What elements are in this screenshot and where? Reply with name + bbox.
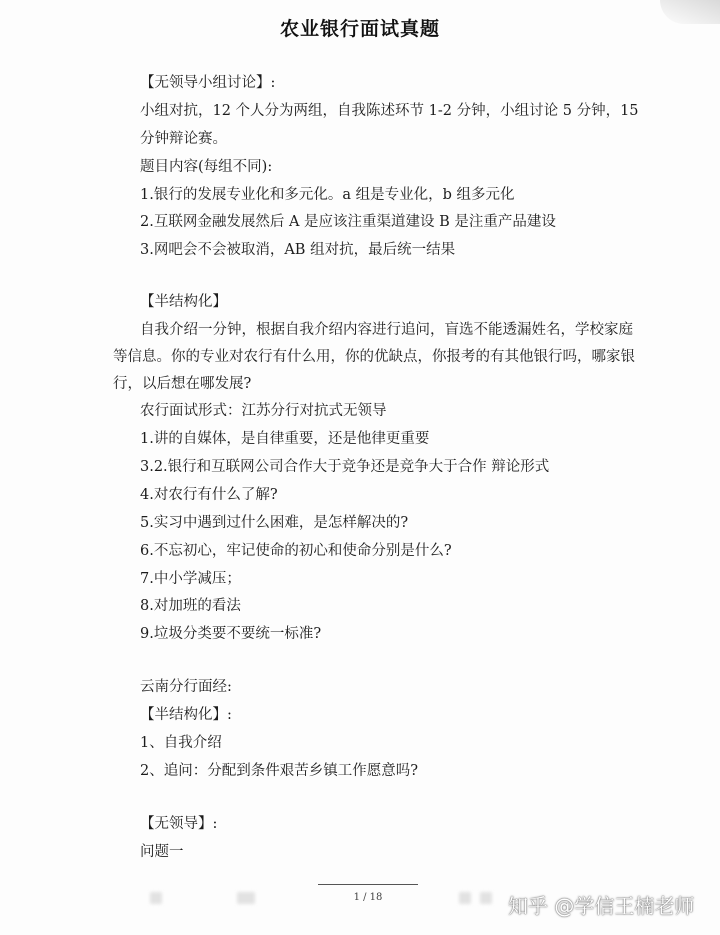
list-item: 7.中小学减压； bbox=[140, 571, 241, 587]
paragraph-line: 农行面试形式：江苏分行对抗式无领导 bbox=[140, 403, 387, 419]
paragraph-line: 小组对抗，12 个人分为两组，自我陈述环节 1-2 分钟，小组讨论 5 分钟，15 bbox=[140, 103, 639, 119]
list-item: 1.讲的自媒体，是自律重要，还是他律更重要 bbox=[140, 431, 430, 447]
footer-rule bbox=[318, 884, 418, 885]
list-item: 8.对加班的看法 bbox=[140, 598, 241, 614]
section-heading-leaderless: 【无领导小组讨论】: bbox=[140, 75, 276, 91]
blurred-mark bbox=[480, 892, 492, 904]
section-heading-leaderless: 【无领导】: bbox=[140, 816, 218, 832]
list-item: 2、追问：分配到条件艰苦乡镇工作愿意吗? bbox=[140, 763, 418, 779]
paragraph-line: 自我介绍一分钟，根据自我介绍内容进行追问，盲选不能透漏姓名，学校家庭 bbox=[140, 322, 633, 338]
list-item: 3.网吧会不会被取消，AB 组对抗，最后统一结果 bbox=[140, 242, 456, 258]
paragraph-line: 问题一 bbox=[140, 844, 184, 860]
paragraph-line: 行，以后想在哪发展? bbox=[113, 376, 252, 392]
paragraph-line: 分钟辩论赛。 bbox=[140, 131, 227, 147]
list-item: 2.互联网金融发展然后 A 是应该注重渠道建设 B 是注重产品建设 bbox=[140, 214, 556, 230]
watermark: 知乎 @学信王楠老师 bbox=[508, 894, 695, 918]
list-item: 1.银行的发展专业化和多元化。a 组是专业化，b 组多元化 bbox=[140, 187, 515, 203]
section-heading-yunnan: 云南分行面经: bbox=[140, 679, 232, 695]
list-item: 6.不忘初心，牢记使命的初心和使命分别是什么? bbox=[140, 543, 452, 559]
blurred-mark bbox=[237, 892, 255, 904]
page-number: 1 / 18 bbox=[353, 892, 383, 903]
list-item: 9.垃圾分类要不要统一标准? bbox=[140, 626, 322, 642]
paragraph-line: 题目内容(每组不同): bbox=[140, 159, 273, 175]
section-heading-semistructured: 【半结构化】 bbox=[140, 294, 227, 310]
list-item: 1、自我介绍 bbox=[140, 735, 222, 751]
blurred-mark bbox=[459, 892, 471, 904]
blurred-mark bbox=[150, 892, 162, 904]
paragraph-line: 等信息。你的专业对农行有什么用，你的优缺点，你报考的有其他银行吗，哪家银 bbox=[113, 349, 635, 365]
section-heading-semistructured: 【半结构化】: bbox=[140, 707, 232, 723]
list-item: 5.实习中遇到过什么困难，是怎样解决的? bbox=[140, 515, 409, 531]
list-item: 3.2.银行和互联网公司合作大于竞争还是竞争大于合作 辩论形式 bbox=[140, 459, 550, 475]
list-item: 4.对农行有什么了解? bbox=[140, 487, 278, 503]
document-title: 农业银行面试真题 bbox=[279, 18, 440, 40]
